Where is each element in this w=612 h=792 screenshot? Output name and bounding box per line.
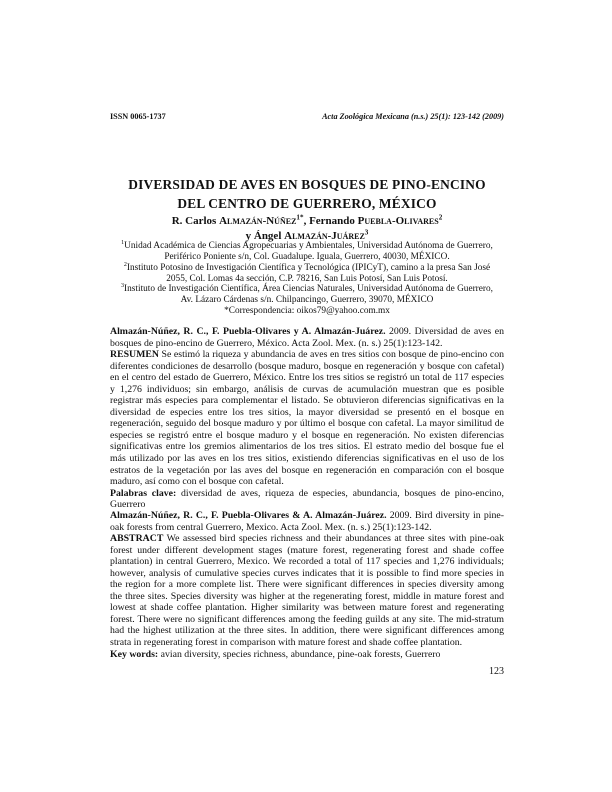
article-title	[110, 176, 504, 213]
affiliation-3-line-1	[110, 284, 504, 295]
palabras-clave-line	[110, 488, 504, 511]
affiliations-block	[110, 241, 504, 317]
author-2-surname: Puebla-Olivares	[357, 215, 439, 227]
key-words-text: avian diversity, species richness, abundance, pine-oak forests, Guerrero	[158, 648, 441, 660]
abstract-paragraph	[110, 533, 504, 648]
article-title-line-2: DEL CENTRO DE GUERRERO, MÉXICO	[177, 195, 437, 211]
affiliation-3-mark: 3	[121, 283, 125, 290]
author-1-surname: Almazán-Núñez	[219, 215, 297, 227]
resumen-label: RESUMEN	[110, 349, 159, 361]
author-2-given: , Fernando	[303, 215, 358, 227]
correspondence-line: *Correspondencia: oikos79@yahoo.com.mx	[224, 306, 390, 317]
author-3-surname: Almazán-Juárez	[284, 229, 365, 242]
spanish-citation-authors: Almazán-Núñez, R. C., F. Puebla-Olivares y A. Almazán-Juárez.	[110, 326, 386, 337]
spanish-abstract-section	[110, 326, 504, 511]
journal-reference: Acta Zoológica Mexicana (n.s.) 25(1): 123-142 (2009)	[322, 112, 504, 121]
english-citation-rest: 2009. Bird diversity in pine-oak forests from central Guerrero, Mexico. Acta Zool. Mex. (n. s.) 25(1):123-142.	[110, 510, 504, 533]
key-words-line	[110, 649, 504, 661]
resumen-paragraph	[110, 349, 504, 488]
article-title-line-1: DIVERSIDAD DE AVES EN BOSQUES DE PINO-ENCINO	[128, 177, 486, 192]
resumen-text: Se estimó la riqueza y abundancia de aves en tres sitios con bosque de pino-encino con diferentes condiciones de desarrollo (bosque maduro, bosque en regeneración y bosque con cafetal) en el centro del estado de Guerrero, México. Entre los tres sitios se registró un total de 117 especies y 1,276 individuos; sin embargo, análisis de curvas de acumulación muestran que es posible registrar más especies para complementar el listado. Se obtuvieron diferencias significativas en la diversidad de especies entre los tres sitios, la mayor diversidad se presentó en el bosque en regeneración, seguido del bosque maduro y por último el bosque con cafetal. La mayor similitud de especies se registró entre el bosque maduro y el bosque en regeneración. No existen diferencias significativas entre los gremios alimentarios de los tres sitios. El estrato medio del bosque fue el más utilizado por las aves en los tres sitios, existiendo diferencias significativas en el uso de los estratos de la vegetación por las aves del bosque en regeneración en comparación con el bosque maduro, así como con el bosque con cafetal.	[110, 349, 504, 488]
affiliation-3-line-2: Av. Lázaro Cárdenas s/n. Chilpancingo, Guerrero, 39070, MÉXICO	[180, 295, 434, 306]
affiliation-1-text: Unidad Académica de Ciencias Agropecuarias y Ambientales, Universidad Autónoma de Guerrero,	[124, 241, 493, 251]
palabras-clave-label: Palabras clave:	[110, 487, 177, 499]
affiliation-2-text: Instituto Potosino de Investigación Científica y Tecnológica (IPICyT), camino a la presa San José	[126, 262, 491, 273]
author-1-given: R. Carlos	[171, 215, 220, 227]
english-citation-authors: Almazán-Núñez, R. C., F. Puebla-Olivares & A. Almazán-Juárez.	[110, 510, 387, 521]
author-1-affiliation-mark: 1*	[296, 213, 304, 222]
spanish-citation-rest: 2009. Diversidad de aves en bosques de pino-encino de Guerrero, México. Acta Zool. Mex. (n. s.) 25(1):123-142.	[110, 326, 504, 349]
affiliation-2-mark: 2	[123, 261, 127, 268]
authors-block	[110, 214, 504, 243]
author-3-affiliation-mark: 3	[364, 227, 369, 236]
issn-label: ISSN 0065-1737	[110, 112, 166, 121]
page-header	[110, 112, 504, 122]
palabras-clave-text: diversidad de aves, riqueza de especies, abundancia, bosques de pino-encino, Guerrero	[110, 487, 504, 511]
page-number: 123	[489, 666, 504, 677]
affiliation-1-mark: 1	[121, 239, 125, 246]
key-words-label: Key words:	[110, 648, 159, 660]
abstract-label: ABSTRACT	[110, 533, 164, 545]
english-abstract-section	[110, 510, 504, 660]
affiliation-1-line-1	[110, 241, 504, 252]
authors-line-1	[110, 214, 504, 229]
affiliation-2-line-1	[110, 263, 504, 274]
abstract-text: We assessed bird species richness and their abundances at three sites with pine-oak forest under different development stages (mature forest, regenerating forest and shade coffee plantation) in central Guerrero, Mexico. We recorded a total of 117 species and 1,276 individuals; however, analysis of cumulative species curves indicates that it is possible to find more species in the region for a more complete list. There were significant differences in species diversity among the three sites. Species diversity was higher at the regenerating forest, middle in mature forest and lowest at shade coffee plantation. Higher similarity was between mature forest and regenerating forest. There were no significant differences among the feeding guilds at any site. The mid-stratum had the highest utilization at the three sites. In addition, there were significant differences among strata in regenerating forest in comparison with mature forest and shade coffee plantation.	[110, 533, 504, 649]
author-2-affiliation-mark: 2	[438, 213, 443, 222]
page-footer	[110, 666, 504, 678]
english-citation	[110, 510, 504, 533]
affiliation-1-line-2: Periférico Poniente s/n, Col. Guadalupe. Iguala, Guerrero, 40030, MÉXICO.	[164, 251, 450, 262]
affiliation-3-text: Instituto de Investigación Científica, Área Ciencias Naturales, Universidad Autónoma de Guerrero,	[124, 284, 493, 295]
author-3-given: y Ángel	[245, 229, 285, 242]
affiliation-2-line-2: 2055, Col. Lomas 4a sección, C.P. 78216, San Luis Potosí, San Luis Potosí.	[166, 273, 448, 284]
spanish-citation	[110, 326, 504, 349]
